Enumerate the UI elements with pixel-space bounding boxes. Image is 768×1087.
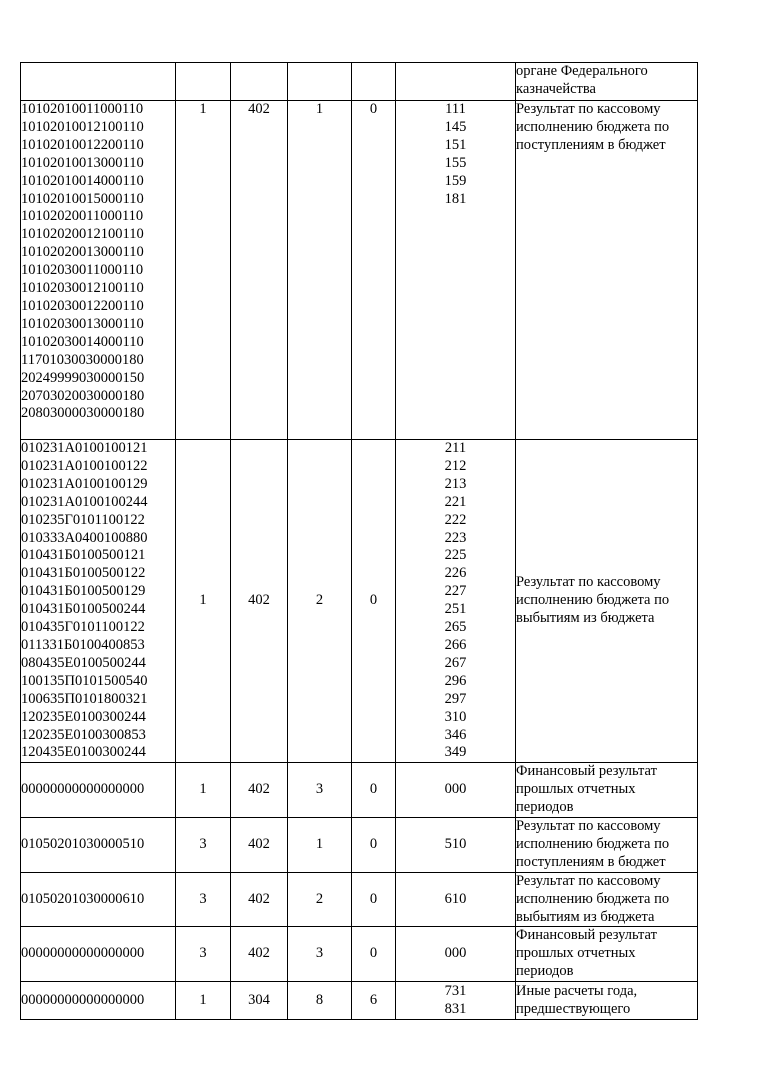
- kosgu-cell: [396, 763, 516, 818]
- description-lines: [516, 574, 697, 628]
- budget-code: 010231A0100100129: [21, 475, 148, 492]
- kosgu-code: 297: [444, 690, 467, 707]
- column-4-cell: 0: [352, 927, 396, 982]
- budget-code: 010435Г0101100122: [21, 619, 145, 636]
- column-2-cell: 304: [231, 982, 288, 1020]
- budget-code: 01050201030000510: [21, 835, 145, 852]
- column-1-cell: 1: [176, 763, 231, 818]
- budget-code: 20803000030000180: [21, 405, 145, 422]
- budget-code: 080435E0100500244: [21, 654, 146, 671]
- kosgu-list: [396, 945, 515, 963]
- budget-code: 10102030012200110: [21, 297, 144, 314]
- kosgu-code: 222: [444, 511, 467, 528]
- budget-code-cell: [21, 763, 176, 818]
- column-4-cell: 0: [352, 101, 396, 440]
- budget-code: 10102030013000110: [21, 315, 144, 332]
- kosgu-code: 227: [444, 583, 467, 600]
- budget-code: 00000000000000000: [21, 991, 145, 1008]
- column-1-cell: 1: [176, 982, 231, 1020]
- description-lines: [516, 873, 697, 927]
- budget-code: 10102030012100110: [21, 280, 144, 297]
- budget-code: 10102010012100110: [21, 118, 144, 135]
- table-row: [21, 763, 698, 818]
- kosgu-code: 251: [444, 601, 467, 618]
- kosgu-code: 310: [444, 708, 467, 725]
- accounts-table-body: [21, 63, 698, 1020]
- budget-code: 00000000000000000: [21, 781, 145, 798]
- budget-code: 010235Г0101100122: [21, 511, 145, 528]
- budget-code: 010231A0100100244: [21, 493, 148, 510]
- description-line: исполнению бюджета по: [516, 835, 670, 852]
- column-1-cell: 3: [176, 872, 231, 927]
- kosgu-cell: [396, 872, 516, 927]
- description-line: Результат по кассовому: [516, 872, 661, 889]
- column-2-cell: [231, 63, 288, 101]
- budget-code: 11701030030000180: [21, 351, 144, 368]
- kosgu-code: 610: [444, 890, 467, 907]
- description-line: Результат по кассовому: [516, 574, 661, 591]
- budget-code-cell: [21, 818, 176, 873]
- budget-code: 20703020030000180: [21, 387, 145, 404]
- table-row: [21, 982, 698, 1020]
- budget-code: 10102010011000110: [21, 101, 144, 117]
- description-line: выбытиям из бюджета: [516, 610, 655, 627]
- description-lines: [516, 927, 697, 981]
- column-1-cell: [176, 63, 231, 101]
- budget-code: 10102030011000110: [21, 262, 144, 279]
- table-row: [21, 872, 698, 927]
- column-1-cell: 3: [176, 927, 231, 982]
- kosgu-cell: [396, 63, 516, 101]
- budget-code: 010431Б0100500129: [21, 583, 146, 600]
- kosgu-code: 226: [444, 565, 467, 582]
- column-3-cell: 1: [288, 818, 352, 873]
- kosgu-code: 225: [444, 547, 467, 564]
- budget-code: 120235E0100300244: [21, 708, 146, 725]
- kosgu-code: 346: [444, 726, 467, 743]
- budget-code-cell: [21, 101, 176, 440]
- kosgu-code: 181: [444, 190, 467, 207]
- column-1-cell: 3: [176, 818, 231, 873]
- budget-code: 10102030014000110: [21, 333, 144, 350]
- description-cell: [516, 440, 698, 763]
- table-row: [21, 440, 698, 763]
- column-4-cell: [352, 63, 396, 101]
- kosgu-code: 000: [444, 781, 467, 798]
- kosgu-cell: [396, 101, 516, 440]
- description-line: предшествующего: [516, 1000, 631, 1017]
- budget-code-list: [21, 440, 175, 762]
- budget-code: 10102010015000110: [21, 190, 144, 207]
- description-line: органе Федерального: [516, 63, 648, 79]
- kosgu-list: [396, 440, 515, 762]
- budget-code: 100635П0101800321: [21, 690, 148, 707]
- description-cell: [516, 982, 698, 1020]
- kosgu-code: 151: [444, 136, 467, 153]
- column-3-cell: 8: [288, 982, 352, 1020]
- kosgu-list: [396, 781, 515, 799]
- table-row: [21, 63, 698, 101]
- budget-code-cell: [21, 982, 176, 1020]
- budget-code: 10102020013000110: [21, 244, 144, 261]
- column-3-cell: 2: [288, 872, 352, 927]
- description-line: поступлениям в бюджет: [516, 853, 666, 870]
- budget-code-cell: [21, 440, 176, 763]
- description-lines: [516, 63, 697, 99]
- column-4-cell: 0: [352, 440, 396, 763]
- column-4-cell: 0: [352, 818, 396, 873]
- column-4-cell: 6: [352, 982, 396, 1020]
- description-line: периодов: [516, 963, 574, 980]
- budget-code: 010431Б0100500121: [21, 547, 146, 564]
- description-lines: [516, 763, 697, 817]
- column-2-cell: 402: [231, 818, 288, 873]
- budget-code-cell: [21, 872, 176, 927]
- budget-code-list: [21, 992, 175, 1010]
- kosgu-code: 267: [444, 654, 467, 671]
- budget-code-list: [21, 101, 175, 423]
- budget-code: 20249999030000150: [21, 369, 145, 386]
- kosgu-code: 159: [444, 172, 467, 189]
- kosgu-code: 212: [444, 457, 467, 474]
- description-lines: [516, 818, 697, 872]
- description-line: исполнению бюджета по: [516, 592, 670, 609]
- kosgu-cell: [396, 927, 516, 982]
- column-2-cell: 402: [231, 440, 288, 763]
- column-2-cell: 402: [231, 872, 288, 927]
- budget-code: 010431Б0100500122: [21, 565, 146, 582]
- description-cell: [516, 763, 698, 818]
- description-line: Результат по кассовому: [516, 101, 661, 117]
- kosgu-code: 145: [444, 118, 467, 135]
- budget-code: 120435E0100300244: [21, 744, 146, 761]
- kosgu-code: 155: [444, 154, 467, 171]
- column-2-cell: 402: [231, 763, 288, 818]
- budget-code: 010333A0400100880: [21, 529, 148, 546]
- budget-code: 011331Б0100400853: [21, 636, 145, 653]
- column-1-cell: 1: [176, 101, 231, 440]
- budget-code-cell: [21, 927, 176, 982]
- description-line: выбытиям из бюджета: [516, 908, 655, 925]
- kosgu-code: 211: [444, 440, 467, 456]
- budget-code: 00000000000000000: [21, 945, 145, 962]
- description-lines: [516, 101, 697, 155]
- kosgu-code: 221: [444, 493, 467, 510]
- description-lines: [516, 983, 697, 1019]
- budget-code: 10102010013000110: [21, 154, 144, 171]
- column-2-cell: 402: [231, 927, 288, 982]
- kosgu-cell: [396, 982, 516, 1020]
- column-3-cell: 2: [288, 440, 352, 763]
- description-cell: [516, 63, 698, 101]
- accounts-table: [20, 62, 698, 1020]
- budget-code: 120235E0100300853: [21, 726, 146, 743]
- column-3-cell: [288, 63, 352, 101]
- kosgu-list: [396, 983, 515, 1019]
- kosgu-code: 731: [444, 982, 467, 999]
- description-cell: [516, 818, 698, 873]
- description-cell: [516, 101, 698, 440]
- description-line: поступлениям в бюджет: [516, 136, 666, 153]
- budget-code: 10102010014000110: [21, 172, 144, 189]
- budget-code: 10102020012100110: [21, 226, 144, 243]
- column-1-cell: 1: [176, 440, 231, 763]
- column-4-cell: 0: [352, 872, 396, 927]
- budget-code: 10102020011000110: [21, 208, 144, 225]
- budget-code: 010431Б0100500244: [21, 601, 146, 618]
- kosgu-code: 510: [444, 835, 467, 852]
- kosgu-code: 266: [444, 636, 467, 653]
- budget-code-list: [21, 836, 175, 854]
- description-line: периодов: [516, 799, 574, 816]
- kosgu-code: 000: [444, 945, 467, 962]
- kosgu-code: 213: [444, 475, 467, 492]
- budget-code-list: [21, 781, 175, 799]
- table-row: [21, 101, 698, 440]
- description-line: казначейства: [516, 80, 596, 97]
- budget-code: 010231A0100100121: [21, 440, 148, 456]
- table-row: [21, 818, 698, 873]
- kosgu-list: [396, 101, 515, 208]
- column-4-cell: 0: [352, 763, 396, 818]
- column-3-cell: 3: [288, 763, 352, 818]
- budget-code: 01050201030000610: [21, 890, 145, 907]
- description-line: исполнению бюджета по: [516, 118, 670, 135]
- kosgu-list: [396, 836, 515, 854]
- budget-code: 100135П0101500540: [21, 672, 148, 689]
- description-line: Иные расчеты года,: [516, 982, 638, 999]
- budget-code-cell: [21, 63, 176, 101]
- description-line: прошлых отчетных: [516, 781, 636, 798]
- description-line: исполнению бюджета по: [516, 890, 670, 907]
- budget-code-list: [21, 945, 175, 963]
- kosgu-cell: [396, 818, 516, 873]
- kosgu-cell: [396, 440, 516, 763]
- description-line: прошлых отчетных: [516, 945, 636, 962]
- description-line: Финансовый результат: [516, 927, 657, 944]
- column-3-cell: 1: [288, 101, 352, 440]
- kosgu-code: 296: [444, 672, 467, 689]
- description-line: Финансовый результат: [516, 763, 657, 780]
- kosgu-code: 111: [445, 101, 466, 117]
- description-line: Результат по кассовому: [516, 818, 661, 835]
- description-cell: [516, 872, 698, 927]
- kosgu-code: 349: [444, 744, 467, 761]
- description-cell: [516, 927, 698, 982]
- budget-code: 010231A0100100122: [21, 457, 148, 474]
- kosgu-code: 265: [444, 619, 467, 636]
- budget-code: 10102010012200110: [21, 136, 144, 153]
- table-row: [21, 927, 698, 982]
- kosgu-list: [396, 891, 515, 909]
- budget-code-list: [21, 891, 175, 909]
- kosgu-code: 831: [444, 1000, 467, 1017]
- column-2-cell: 402: [231, 101, 288, 440]
- column-3-cell: 3: [288, 927, 352, 982]
- kosgu-code: 223: [444, 529, 467, 546]
